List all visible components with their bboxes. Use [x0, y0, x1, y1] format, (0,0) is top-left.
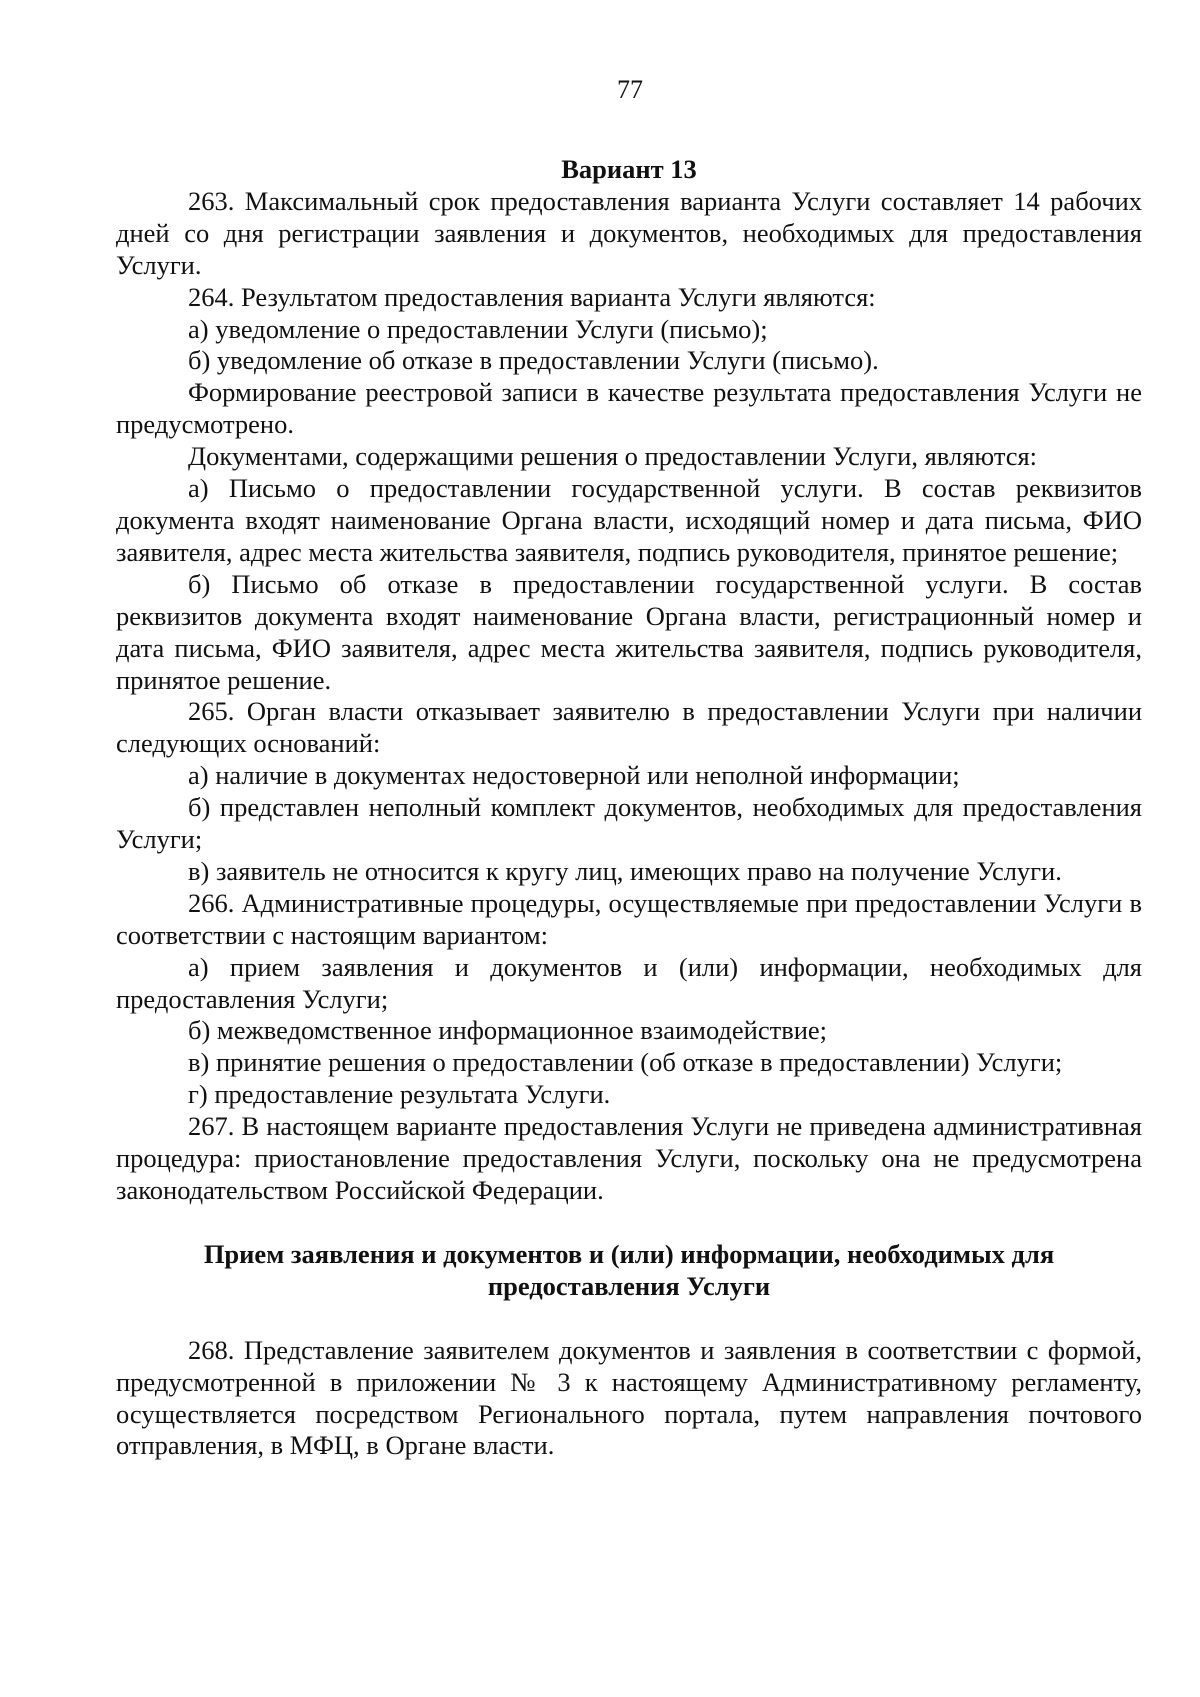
list-item-266-a: а) прием заявления и документов и (или) информации, необходимых для предоставления Услуги;: [116, 951, 1142, 1014]
list-item-266-d: г) предоставление результата Услуги.: [188, 1079, 611, 1110]
list-item-265-b: б) представлен неполный комплект документов, необходимых для предоставления Услуги;: [116, 792, 1142, 855]
paragraph-263: 263. Максимальный срок предоставления варианта Услуги составляет 14 рабочих дней со дня регистрации заявления и документов, необходимых для предоставления Услуги.: [116, 185, 1142, 280]
list-item-266-b: б) межведомственное информационное взаимодействие;: [188, 1015, 828, 1046]
paragraph-267: 267. В настоящем варианте предоставления Услуги не приведена административная процедура: приостановление предоставления Услуги, поскольку она не предусмотрена законодательством Российской Федерации.: [116, 1111, 1142, 1205]
list-item-decision-a: а) Письмо о предоставлении государственной услуги. В состав реквизитов документа входят наименование Органа власти, исходящий номер и дата письма, ФИО заявителя, адрес места жительства заявителя, подпись руководителя, принятое решение;: [116, 473, 1142, 567]
list-item-264-a: а) уведомление о предоставлении Услуги (письмо);: [188, 313, 768, 344]
list-item-265-c: в) заявитель не относится к кругу лиц, имеющих право на получение Услуги.: [188, 855, 1062, 886]
paragraph-266: 266. Административные процедуры, осуществляемые при предоставлении Услуги в соответствии с настоящим вариантом:: [116, 887, 1142, 950]
paragraph-264: 264. Результатом предоставления варианта Услуги являются:: [188, 281, 876, 312]
list-item-264-b: б) уведомление об отказе в предоставлении Услуги (письмо).: [188, 345, 879, 376]
variant-title: Вариант 13: [561, 154, 697, 184]
document-body: [116, 154, 1142, 1462]
paragraph-268: 268. Представление заявителем документов и заявления в соответствии с формой, предусмотренной в приложении № 3 к настоящему Административному регламенту, осуществляется посредством Регионального портала, путем направления почтового отправления, в МФЦ, в Органе власти.: [116, 1334, 1142, 1461]
page-number: 77: [617, 75, 643, 104]
list-item-266-c: в) принятие решения о предоставлении (об отказе в предоставлении) Услуги;: [188, 1047, 1063, 1078]
paragraph-registry-note: Формирование реестровой записи в качестве результата предоставления Услуги не предусмотрено.: [116, 377, 1142, 440]
section-heading: Прием заявления и документов и (или) информации, необходимых для предоставления Услуги: [203, 1238, 1055, 1301]
paragraph-decision-documents: Документами, содержащими решения о предоставлении Услуги, являются:: [188, 441, 1038, 472]
list-item-265-a: а) наличие в документах недостоверной или неполной информации;: [188, 760, 960, 791]
list-item-decision-b: б) Письмо об отказе в предоставлении государственной услуги. В состав реквизитов документа входят наименование Органа власти, регистрационный номер и дата письма, ФИО заявителя, адрес места жительства заявителя, подпись руководителя, принятое решение.: [116, 568, 1142, 695]
paragraph-265: 265. Орган власти отказывает заявителю в предоставлении Услуги при наличии следующих оснований:: [116, 696, 1142, 759]
